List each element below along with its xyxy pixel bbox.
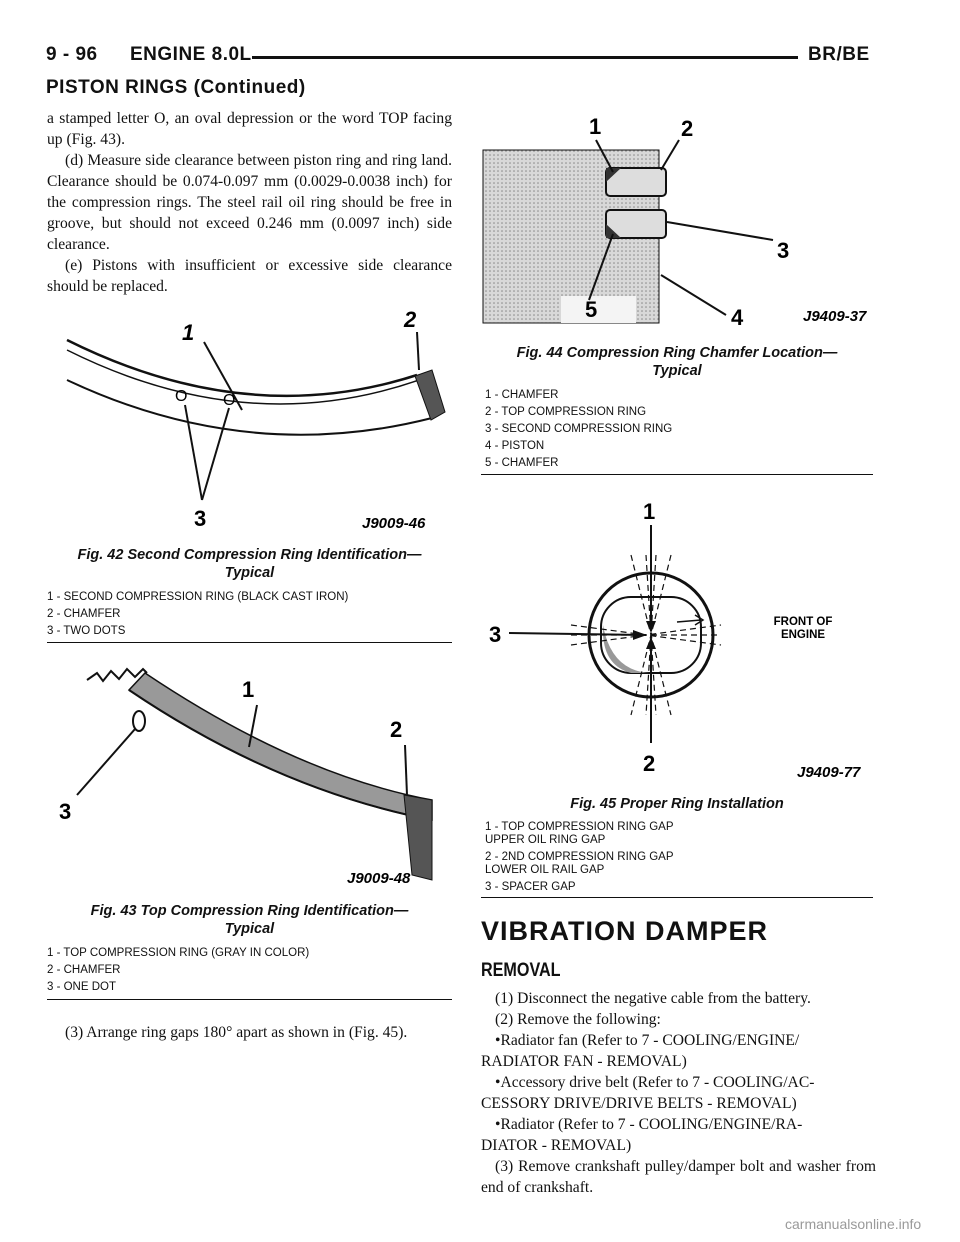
removal-steps bbox=[481, 988, 876, 1198]
caption-line: Fig. 44 Compression Ring Chamfer Location— bbox=[516, 345, 838, 361]
callout-1: 1 bbox=[182, 320, 195, 345]
caption-line: Fig. 43 Top Compression Ring Identification— bbox=[90, 903, 409, 919]
legend-item: 5 - CHAMFER bbox=[485, 457, 559, 469]
divider bbox=[481, 474, 873, 475]
step: (3) Remove crankshaft pulley/damper bolt and washer from end of crankshaft. bbox=[481, 1158, 876, 1196]
paragraph: (e) Pistons with insufficient or excessive side clearance should be replaced. bbox=[47, 257, 452, 295]
leader-line-2 bbox=[405, 745, 407, 795]
bullet-line: •Radiator fan (Refer to 7 - COOLING/ENGINE/ bbox=[495, 1032, 800, 1049]
legend-line: LOWER OIL RAIL GAP bbox=[485, 864, 605, 876]
bullet-item bbox=[481, 1114, 876, 1156]
callout-1: 1 bbox=[643, 499, 656, 524]
fig43-illustration bbox=[47, 655, 457, 895]
bullet-item bbox=[481, 1030, 876, 1072]
bullet-line: RADIATOR FAN - REMOVAL) bbox=[481, 1053, 687, 1070]
figure-code: J9409-37 bbox=[803, 308, 867, 325]
leader-line-2 bbox=[661, 140, 679, 170]
legend-item: 2 - CHAMFER bbox=[47, 608, 121, 620]
fig44-legend bbox=[485, 389, 877, 474]
legend-item bbox=[485, 851, 877, 877]
fig43-caption bbox=[47, 902, 452, 938]
watermark: carmanualsonline.info bbox=[785, 1216, 922, 1232]
callout-5: 5 bbox=[585, 297, 598, 322]
paragraph: (d) Measure side clearance between piston ring and ring land. Clearance should be 0.074-0.097 mm (0.0029-0.0038 inch) for the compression rings. The steel rail oil ring should be free in groove, but should not exceed 0.246 mm (0.0097 inch) side clearance. bbox=[47, 152, 452, 253]
leader-line-3b bbox=[202, 408, 229, 500]
bullet-line: CESSORY DRIVE/DRIVE BELTS - REMOVAL) bbox=[481, 1095, 797, 1112]
figure-code: J9009-46 bbox=[362, 515, 426, 532]
left-text-block bbox=[47, 108, 452, 297]
ring-gap-step bbox=[47, 1022, 452, 1043]
front-label-line1: FRONT OF bbox=[773, 616, 833, 628]
callout-1: 1 bbox=[589, 114, 602, 139]
legend-item: 2 - CHAMFER bbox=[47, 964, 121, 976]
caption-line: Typical bbox=[652, 363, 702, 379]
continued-heading: PISTON RINGS (Continued) bbox=[46, 77, 306, 98]
legend-item bbox=[485, 821, 877, 847]
front-label-line2: ENGINE bbox=[780, 629, 826, 641]
callout-5-bg bbox=[561, 296, 636, 323]
callout-1: 1 bbox=[242, 677, 255, 702]
caption-line: Typical bbox=[224, 565, 275, 581]
legend-line: 2 - 2ND COMPRESSION RING GAP bbox=[485, 851, 674, 863]
divider bbox=[47, 999, 452, 1000]
step: (2) Remove the following: bbox=[495, 1011, 661, 1028]
fig45-legend bbox=[485, 821, 877, 898]
subsection-heading: REMOVAL bbox=[481, 960, 561, 981]
chamfer-face bbox=[415, 370, 445, 420]
leader-line-2 bbox=[417, 332, 419, 370]
legend-item: 1 - CHAMFER bbox=[485, 389, 559, 401]
header-rule bbox=[252, 56, 798, 59]
ring-arc bbox=[67, 340, 432, 435]
dot-mark-2: O bbox=[223, 392, 236, 409]
fig42-legend bbox=[47, 591, 452, 642]
paragraph: (3) Arrange ring gaps 180° apart as shown in (Fig. 45). bbox=[65, 1024, 408, 1041]
paragraph: a stamped letter O, an oval depression or the word TOP facing up (Fig. 43). bbox=[47, 110, 452, 148]
bullet-item bbox=[481, 1072, 876, 1114]
legend-line: UPPER OIL RING GAP bbox=[485, 834, 606, 846]
callout-3: 3 bbox=[777, 238, 790, 263]
fig45-illustration bbox=[481, 495, 881, 785]
chamfer-face bbox=[404, 795, 432, 880]
callout-3: 3 bbox=[489, 622, 502, 647]
section-title: ENGINE 8.0L bbox=[130, 44, 252, 65]
callout-4: 4 bbox=[731, 305, 744, 330]
leader-line-3a bbox=[185, 405, 202, 500]
legend-item: 1 - TOP COMPRESSION RING (GRAY IN COLOR) bbox=[47, 947, 310, 959]
figure-code: J9409-77 bbox=[797, 764, 861, 781]
legend-item: 2 - TOP COMPRESSION RING bbox=[485, 406, 647, 418]
legend-item: 3 - TWO DOTS bbox=[47, 625, 126, 637]
legend-item: 4 - PISTON bbox=[485, 440, 545, 452]
ring-arc bbox=[129, 673, 432, 820]
caption-line: Typical bbox=[224, 921, 275, 937]
callout-2: 2 bbox=[681, 116, 694, 141]
caption-line: Fig. 42 Second Compression Ring Identification— bbox=[77, 547, 422, 563]
bullet-line: •Radiator (Refer to 7 - COOLING/ENGINE/RA- bbox=[495, 1116, 803, 1133]
legend-line: 3 - SPACER GAP bbox=[485, 881, 576, 893]
callout-2: 2 bbox=[390, 717, 403, 742]
leader-line-4 bbox=[661, 275, 726, 315]
bullet-line: DIATOR - REMOVAL) bbox=[481, 1137, 632, 1154]
dot-mark bbox=[133, 711, 145, 731]
divider bbox=[481, 897, 873, 898]
callout-3: 3 bbox=[194, 506, 207, 531]
break-edge bbox=[87, 669, 147, 681]
fig42-illustration bbox=[47, 300, 457, 540]
leader-line-3 bbox=[667, 222, 773, 240]
legend-item: 3 - SECOND COMPRESSION RING bbox=[485, 423, 673, 435]
dot-mark-1: O bbox=[175, 388, 188, 405]
callout-2: 2 bbox=[643, 751, 656, 776]
callout-2: 2 bbox=[404, 307, 417, 332]
legend-line: 1 - TOP COMPRESSION RING GAP bbox=[485, 821, 674, 833]
leader-line-3 bbox=[77, 729, 135, 795]
figure-code: J9009-48 bbox=[347, 870, 411, 887]
fig44-illustration bbox=[481, 110, 881, 335]
step: (1) Disconnect the negative cable from the battery. bbox=[495, 990, 811, 1007]
model-code: BR/BE bbox=[808, 44, 870, 65]
fig42-caption bbox=[47, 546, 452, 582]
bullet-line: •Accessory drive belt (Refer to 7 - COOLING/AC- bbox=[495, 1074, 815, 1091]
section-heading: VIBRATION DAMPER bbox=[481, 916, 769, 946]
fig44-caption bbox=[481, 344, 873, 380]
divider bbox=[47, 642, 452, 643]
legend-item: 1 - SECOND COMPRESSION RING (BLACK CAST IRON) bbox=[47, 591, 349, 603]
page-number: 9 - 96 bbox=[46, 44, 98, 65]
fig43-legend bbox=[47, 947, 452, 998]
legend-item bbox=[485, 881, 877, 894]
fig45-caption: Fig. 45 Proper Ring Installation bbox=[570, 796, 784, 812]
callout-3: 3 bbox=[59, 799, 72, 824]
legend-item: 3 - ONE DOT bbox=[47, 981, 117, 993]
